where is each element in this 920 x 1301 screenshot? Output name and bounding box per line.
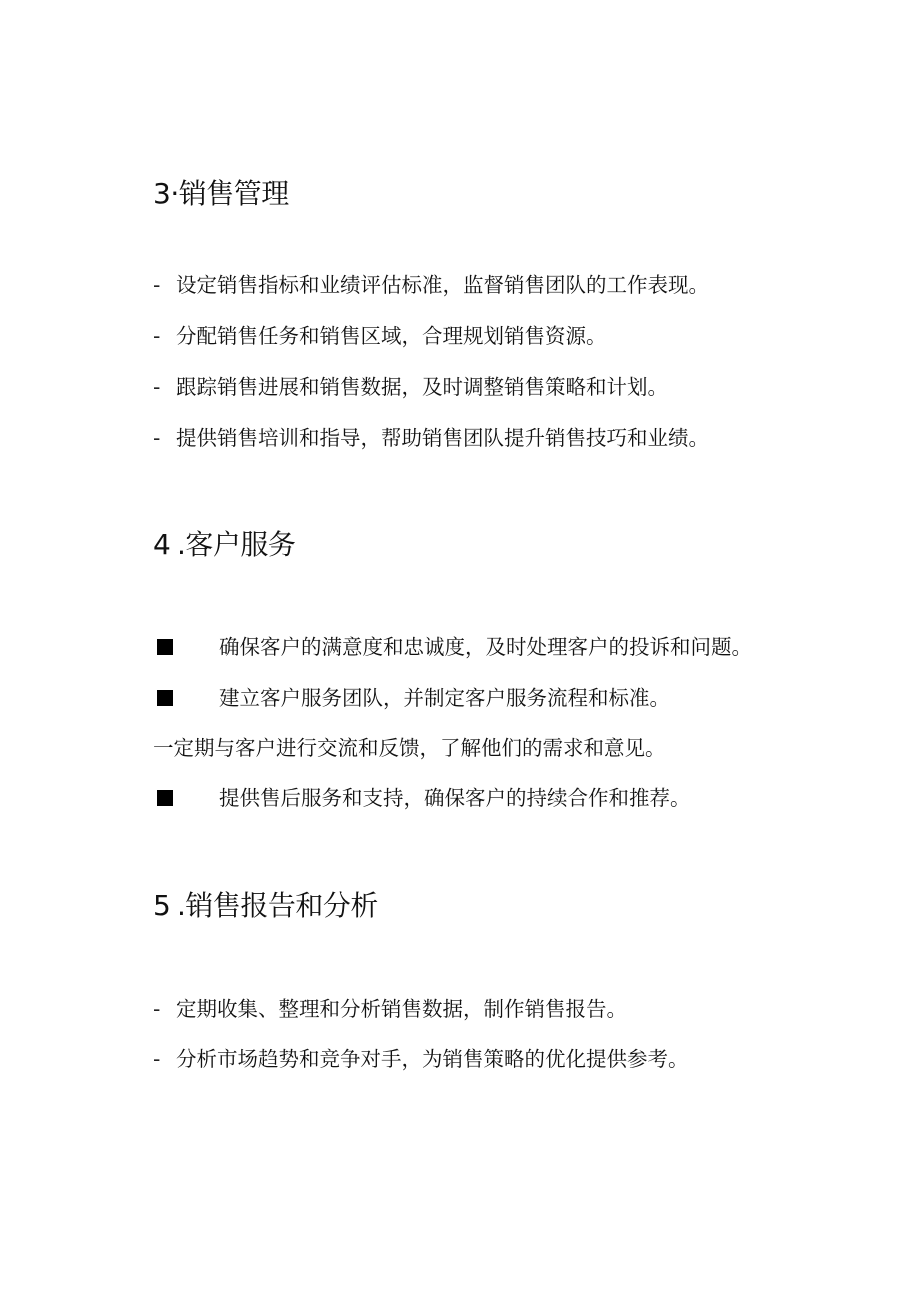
section-5-number: 5 [153,889,171,922]
list-item-text: 确保客户的满意度和忠诚度，及时处理客户的投诉和问题。 [219,635,752,659]
list-item-text: 提供销售培训和指导，帮助销售团队提升销售技巧和业绩。 [176,426,709,450]
list-item [153,271,709,299]
section-3-title: 销售管理 [178,177,289,210]
list-item-text: 定期收集、整理和分析销售数据，制作销售报告。 [176,997,627,1021]
dash-bullet: - [153,997,161,1021]
section-4-title: .客户服务 [177,528,296,561]
section-5-heading [153,888,378,924]
list-item-text: 分析市场趋势和竞争对手，为销售策略的优化提供参考。 [176,1047,689,1071]
list-item-text: 提供售后服务和支持，确保客户的持续合作和推荐。 [219,786,691,810]
list-item-text: 分配销售任务和销售区域，合理规划销售资源。 [176,324,607,348]
section-4-number: 4 [153,528,171,561]
list-item [153,322,607,350]
section-4-heading [153,527,295,563]
list-item [153,424,709,452]
dash-bullet: - [153,375,161,399]
list-item-text: 一定期与客户进行交流和反馈，了解他们的需求和意见。 [153,736,666,760]
square-bullet-icon [157,639,173,655]
list-item [153,784,691,812]
dash-bullet: - [153,426,161,450]
section-3-number: 3· [153,177,179,210]
list-item-text: 设定销售指标和业绩评估标准，监督销售团队的工作表现。 [176,273,709,297]
dash-bullet: - [153,1047,161,1071]
list-item [153,373,668,401]
section-3-heading [153,176,289,212]
square-bullet-icon [157,790,173,806]
list-item-text: 建立客户服务团队，并制定客户服务流程和标准。 [219,686,670,710]
list-item [153,633,752,661]
dash-bullet: - [153,324,161,348]
list-item [153,734,666,762]
dash-bullet: - [153,273,161,297]
list-item [153,1045,689,1073]
square-bullet-icon [157,690,173,706]
section-5-title: .销售报告和分析 [177,889,378,922]
list-item [153,995,627,1023]
list-item [153,684,670,712]
list-item-text: 跟踪销售进展和销售数据，及时调整销售策略和计划。 [176,375,668,399]
